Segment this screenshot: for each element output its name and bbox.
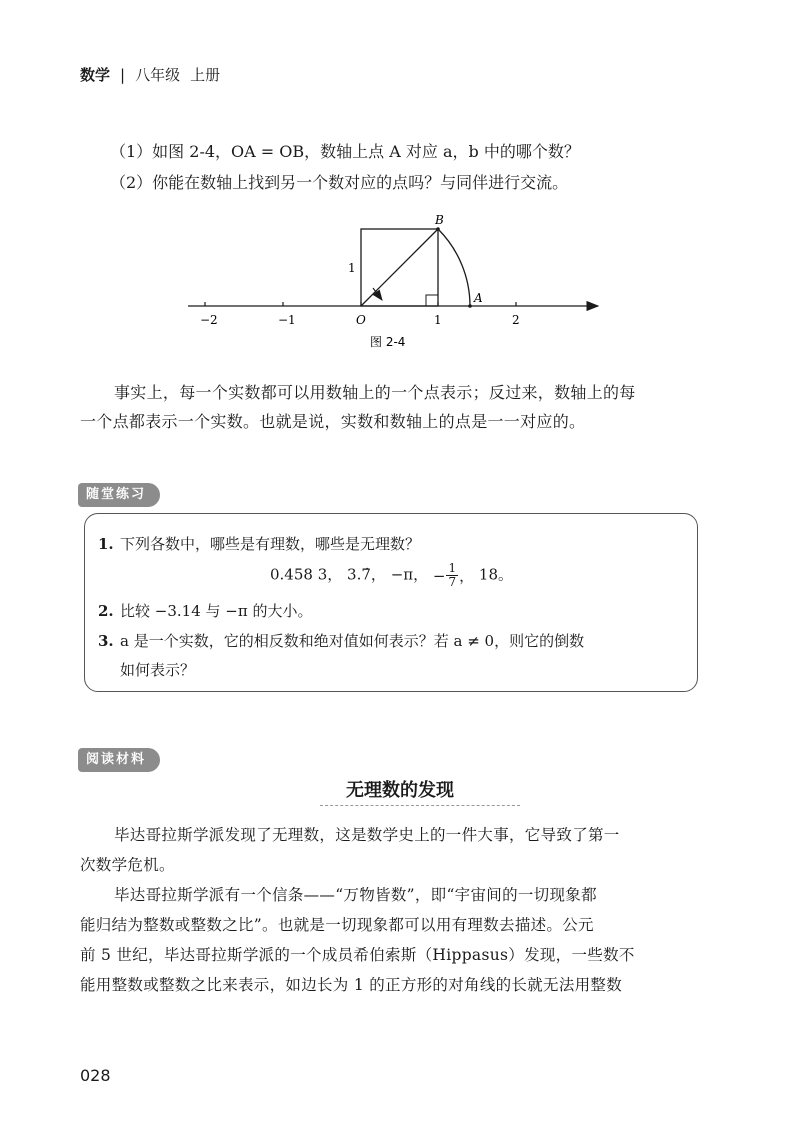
reading-badge: 阅读材料 [78, 748, 160, 772]
number-line-figure [180, 210, 610, 355]
number-2: 3.7̇， [347, 565, 386, 584]
reading-line-4: 能归结为整数或整数之比”。也就是一切现象都可以用有理数去描述。公元 [80, 916, 594, 934]
point-a-dot [468, 304, 472, 308]
reading-line-5: 前 5 世纪，毕达哥拉斯学派的一个成员希伯索斯（Hippasus）发现，一些数不 [80, 946, 635, 964]
exercise-2-text: 比较 −3.14 与 −π 的大小。 [120, 602, 313, 620]
tick-label-origin: O [356, 313, 366, 327]
question-2: （2）你能在数轴上找到另一个数对应的点吗？与同伴进行交流。 [110, 173, 569, 192]
arc-b-to-a [438, 229, 470, 306]
tick-label-minus2: −2 [200, 313, 218, 327]
number-list [270, 562, 513, 589]
tick-label-two: 2 [512, 313, 520, 327]
exercise-1 [98, 533, 420, 554]
point-b-dot [436, 227, 440, 231]
header-volume: 上册 [190, 66, 221, 84]
number-4 [433, 562, 474, 589]
reading-line-6: 能用整数或整数之比来表示，如边长为 1 的正方形的对角线的长就无法用整数 [80, 976, 623, 994]
title-rule [320, 805, 520, 806]
exercise-3-line-2: 如何表示？ [120, 661, 196, 679]
number-5: 18。 [478, 565, 514, 584]
paragraph-line-1: 事实上，每一个实数都可以用数轴上的一个点表示；反过来，数轴上的每 [114, 383, 636, 402]
point-b-label: B [435, 213, 444, 227]
exercise-1-text: 下列各数中，哪些是有理数，哪些是无理数？ [120, 535, 421, 553]
diagonal-ob [361, 229, 438, 306]
practice-badge: 随堂练习 [78, 483, 160, 507]
body-paragraph [80, 378, 720, 436]
running-header [80, 64, 220, 85]
reading-body [80, 820, 720, 1000]
page-number: 028 [80, 1066, 111, 1085]
header-subject: 数学 [80, 66, 111, 84]
article-title: 无理数的发现 [346, 780, 454, 801]
fraction [446, 562, 458, 589]
exercise-3 [98, 630, 584, 651]
number-3: −π， [390, 565, 429, 584]
number-4-tail: ， [459, 567, 475, 585]
exercise-1-number: 1. [98, 535, 114, 553]
exercise-2 [98, 600, 312, 621]
reading-line-1: 毕达哥拉斯学派发现了无理数，这是数学史上的一件大事，它导致了第一 [114, 826, 620, 844]
reading-line-3: 毕达哥拉斯学派有一个信条——“万物皆数”，即“宇宙间的一切现象都 [114, 886, 597, 904]
exercise-3-number: 3. [98, 632, 114, 650]
exercise-2-number: 2. [98, 602, 114, 620]
right-angle-mark [426, 295, 438, 306]
tick-label-one: 1 [434, 313, 442, 327]
number-1: 0.458 3， [270, 565, 343, 584]
header-grade: 八年级 [135, 66, 181, 84]
exercise-3-line-1: a 是一个实数，它的相反数和绝对值如何表示？若 a ≠ 0，则它的倒数 [120, 632, 585, 650]
side-length-label: 1 [348, 261, 356, 275]
question-1: （1）如图 2-4，OA = OB，数轴上点 A 对应 a，b 中的哪个数？ [110, 142, 580, 161]
fraction-numerator: 1 [448, 561, 457, 575]
number-4-sign: − [432, 566, 446, 585]
figure-caption: 图 2-4 [370, 335, 406, 349]
fraction-denominator: 7 [448, 575, 457, 589]
tick-label-minus1: −1 [278, 313, 296, 327]
header-separator: | [120, 66, 126, 84]
paragraph-line-2: 一个点都表示一个实数。也就是说，实数和数轴上的点是一一对应的。 [80, 412, 586, 431]
point-a-label: A [474, 291, 483, 305]
reading-line-2: 次数学危机。 [80, 856, 175, 874]
